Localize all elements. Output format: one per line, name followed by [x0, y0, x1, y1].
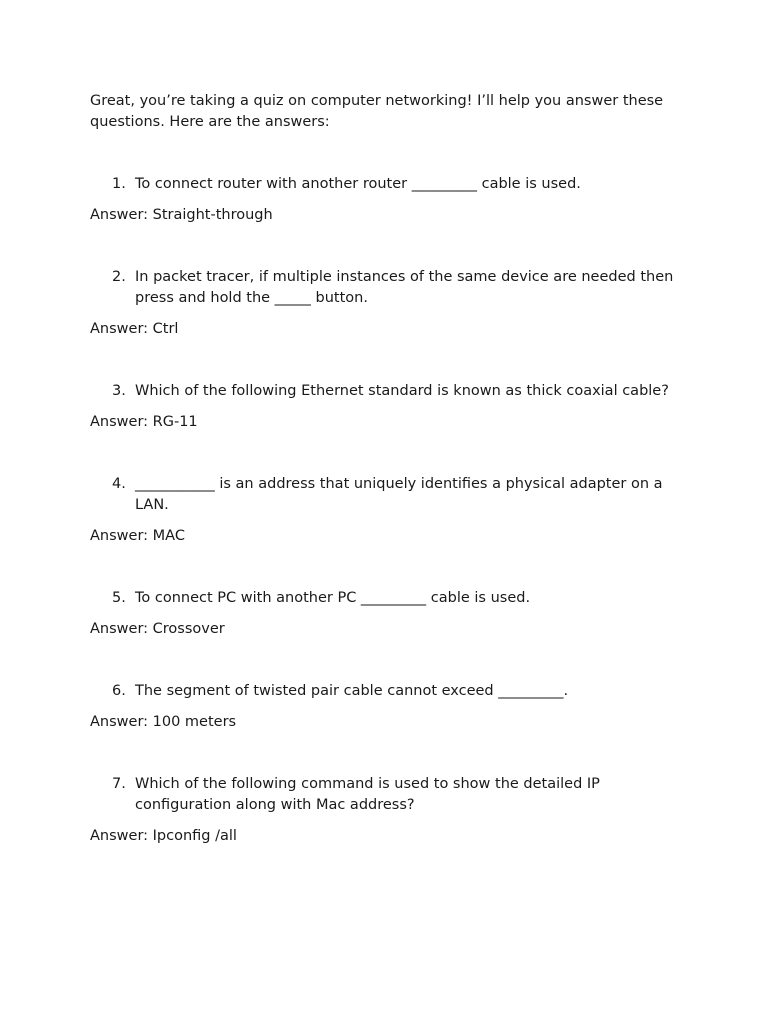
answer: Answer: MAC	[90, 528, 185, 544]
question	[90, 381, 678, 402]
question	[90, 474, 678, 516]
qa-item	[90, 474, 678, 547]
question	[90, 174, 678, 195]
qa-item	[90, 174, 678, 226]
question-text: ___________ is an address that uniquely identifies a physical adapter on a LAN.	[135, 476, 663, 513]
answer: Answer: Crossover	[90, 621, 225, 637]
question	[90, 774, 678, 816]
question	[90, 267, 678, 309]
question-number: 2.	[112, 269, 126, 285]
question-number: 6.	[112, 683, 126, 699]
qa-item	[90, 774, 678, 847]
qa-list	[90, 174, 678, 847]
intro-paragraph: Great, you’re taking a quiz on computer networking! I’ll help you answer these questions. Here are the answers:	[90, 93, 664, 130]
answer: Answer: Ctrl	[90, 321, 179, 337]
qa-item	[90, 681, 678, 733]
answer: Answer: 100 meters	[90, 714, 237, 730]
qa-item	[90, 381, 678, 433]
question-number: 1.	[112, 176, 126, 192]
answer: Answer: Ipconfig /all	[90, 828, 237, 844]
question-text: To connect PC with another PC _________ cable is used.	[135, 590, 531, 606]
question-number: 5.	[112, 590, 126, 606]
question	[90, 681, 678, 702]
question-text: The segment of twisted pair cable cannot exceed _________.	[135, 683, 569, 699]
question-text: Which of the following command is used to show the detailed IP configuration along with Mac address?	[135, 776, 600, 813]
answer: Answer: Straight-through	[90, 207, 273, 223]
question-text: Which of the following Ethernet standard is known as thick coaxial cable?	[135, 383, 669, 399]
question-number: 7.	[112, 776, 126, 792]
answer: Answer: RG-11	[90, 414, 198, 430]
question-number: 4.	[112, 476, 126, 492]
question-number: 3.	[112, 383, 126, 399]
question-text: In packet tracer, if multiple instances of the same device are needed then press and hold the _____ button.	[135, 269, 674, 306]
qa-item	[90, 267, 678, 340]
qa-item	[90, 588, 678, 640]
question-text: To connect router with another router _________ cable is used.	[135, 176, 581, 192]
question	[90, 588, 678, 609]
